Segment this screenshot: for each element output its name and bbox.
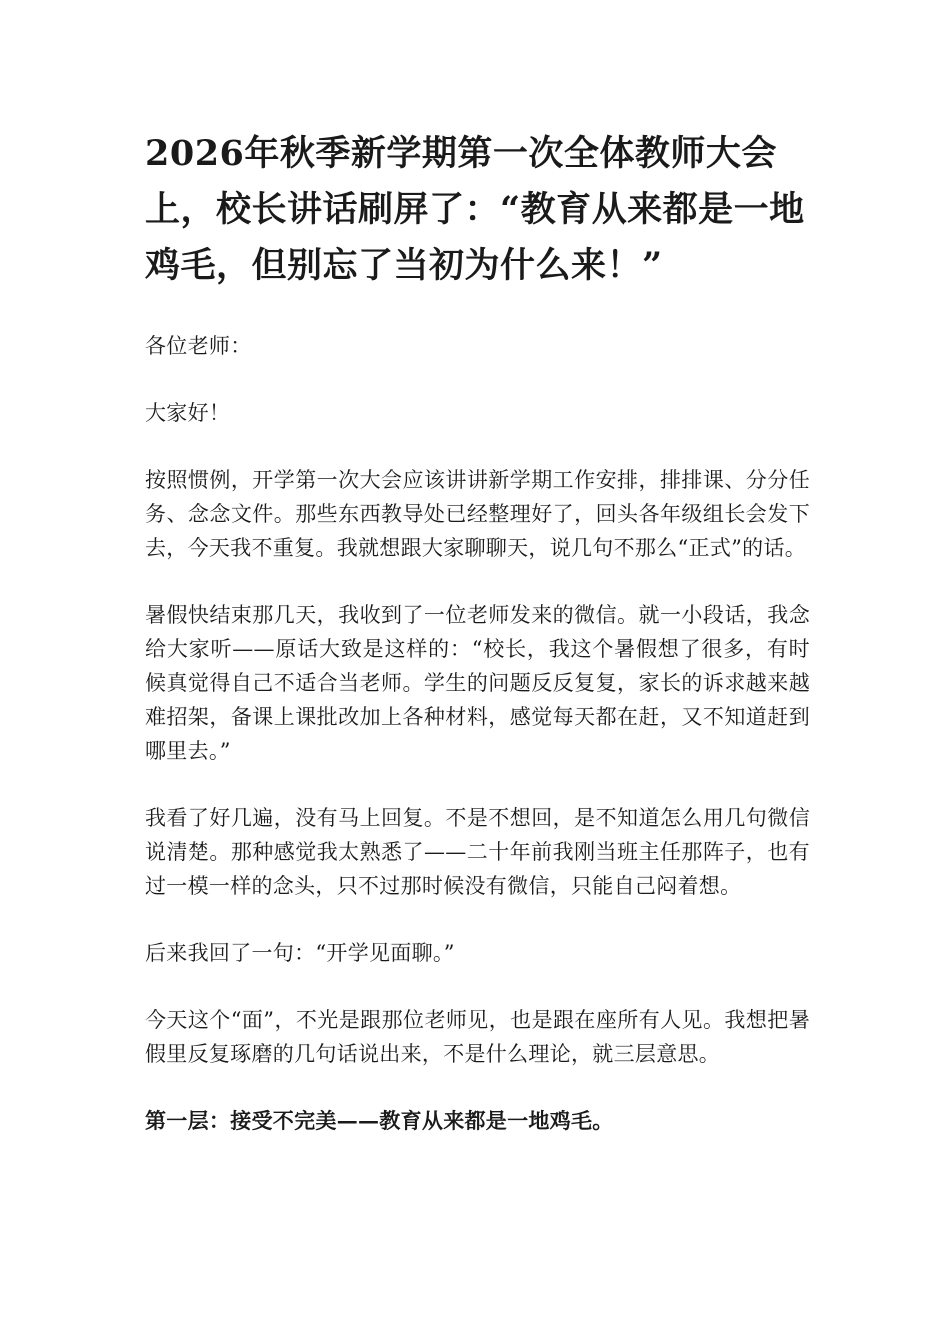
paragraph-wechat-message: 暑假快结束那几天，我收到了一位老师发来的微信。就一小段话，我念给大家听——原话大致是这样的：“校长，我这个暑假想了很多，有时候真觉得自己不适合当老师。学生的问题反反复复，家长的诉求越来越难招架，备课上课批改加上各种材料，感觉每天都在赶，又不知道赶到哪里去。”: [145, 603, 810, 763]
paragraph-reply: 后来我回了一句：“开学见面聊。”: [145, 941, 455, 965]
salutation: 各位老师：: [145, 334, 252, 358]
document-body: [145, 329, 810, 1171]
paragraph-intro: 按照惯例，开学第一次大会应该讲讲新学期工作安排，排排课、分分任务、念念文件。那些东西教导处已经整理好了，回头各年级组长会发下去，今天我不重复。我就想跟大家聊聊天，说几句不那么“正式”的话。: [145, 468, 810, 560]
greeting: 大家好！: [145, 401, 231, 425]
paragraph-reflection: 我看了好几遍，没有马上回复。不是不想回，是不知道怎么用几句微信说清楚。那种感觉我太熟悉了——二十年前我刚当班主任那阵子，也有过一模一样的念头，只不过那时候没有微信，只能自己闷着想。: [145, 806, 810, 898]
document-title: 2026年秋季新学期第一次全体教师大会上，校长讲话刷屏了：“教育从来都是一地鸡毛，但别忘了当初为什么来！”: [145, 133, 805, 286]
paragraph-three-points: 今天这个“面”，不光是跟那位老师见，也是跟在座所有人见。我想把暑假里反复琢磨的几句话说出来，不是什么理论，就三层意思。: [145, 1008, 810, 1066]
section-heading: 第一层：接受不完美——教育从来都是一地鸡毛。: [145, 1108, 614, 1133]
